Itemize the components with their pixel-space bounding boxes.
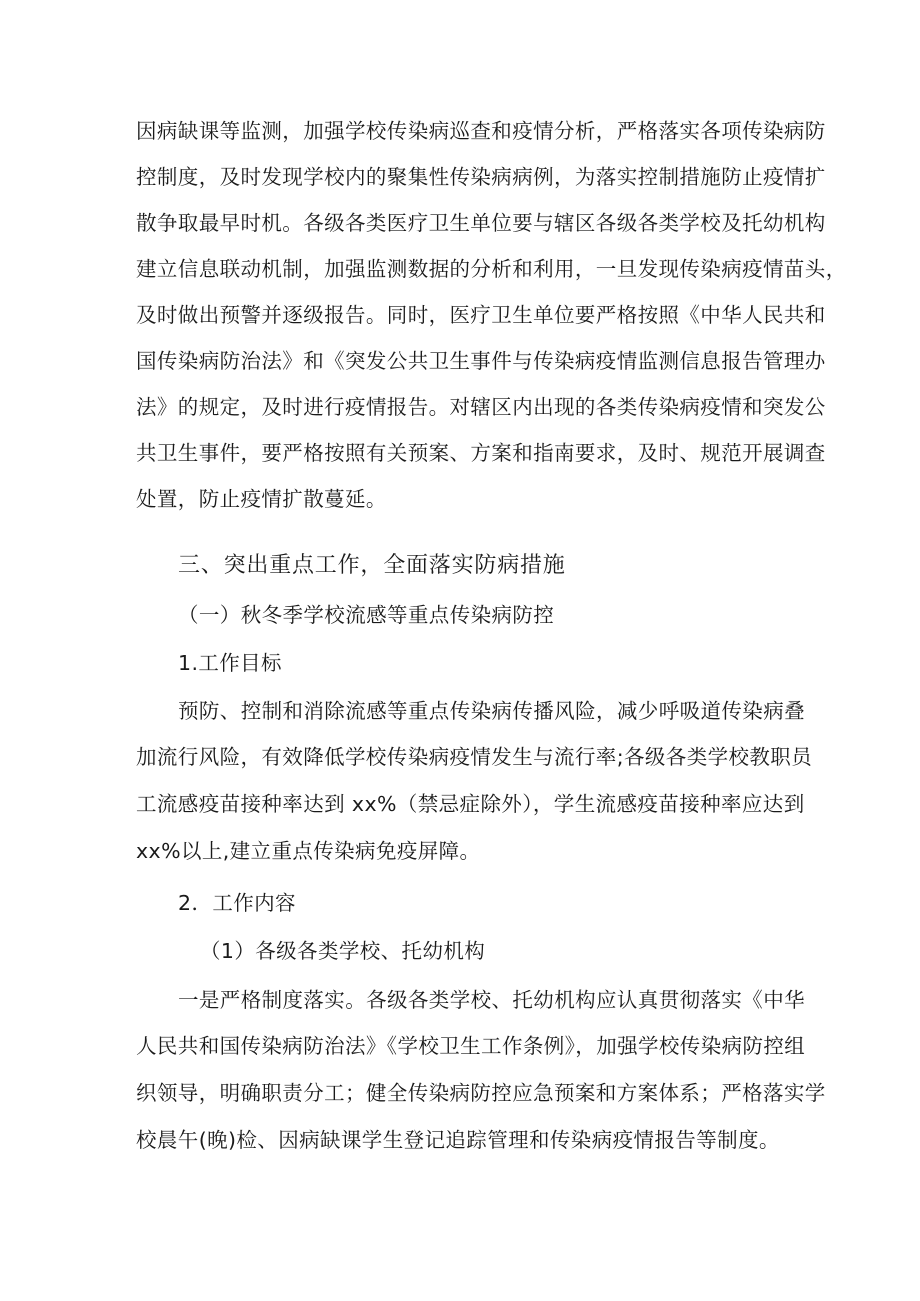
paragraph-line: 共卫生事件，要严格按照有关预案、方案和指南要求，及时、规范开展调查 bbox=[136, 441, 826, 465]
subsection-heading: （一）秋冬季学校流感等重点传染病防控 bbox=[178, 603, 555, 627]
paragraph-line: 一是严格制度落实。各级各类学校、托幼机构应认真贯彻落实《中华 bbox=[178, 988, 805, 1012]
section-heading: 三、突出重点工作，全面落实防病措施 bbox=[178, 553, 566, 578]
paragraph-line: 预防、控制和消除流感等重点传染病传播风险，减少呼吸道传染病叠 bbox=[178, 699, 805, 723]
paragraph-line: 建立信息联动机制，加强监测数据的分析和利用，一旦发现传染病疫情苗头， bbox=[136, 257, 847, 281]
paragraph-line: xx%以上,建立重点传染病免疫屏障。 bbox=[136, 839, 481, 863]
paragraph-line: 控制度，及时发现学校内的聚集性传染病病例，为落实控制措施防止疫情扩 bbox=[136, 165, 826, 189]
paragraph-line: 法》的规定，及时进行疫情报告。对辖区内出现的各类传染病疫情和突发公 bbox=[136, 395, 826, 419]
item-heading: 2．工作内容 bbox=[178, 891, 296, 915]
paragraph-line: 处置，防止疫情扩散蔓延。 bbox=[136, 487, 387, 511]
paragraph-line: 国传染病防治法》和《突发公共卫生事件与传染病疫情监测信息报告管理办 bbox=[136, 349, 826, 373]
paragraph-line: 加流行风险，有效降低学校传染病疫情发生与流行率;各级各类学校教职员 bbox=[136, 745, 813, 769]
item-heading: 1.工作目标 bbox=[178, 651, 282, 675]
paragraph-line: 因病缺课等监测，加强学校传染病巡查和疫情分析，严格落实各项传染病防 bbox=[136, 119, 826, 143]
item-heading: （1）各级各类学校、托幼机构 bbox=[200, 939, 486, 963]
paragraph-line: 织领导，明确职责分工；健全传染病防控应急预案和方案体系；严格落实学 bbox=[136, 1081, 826, 1105]
paragraph-line: 人民共和国传染病防治法》《学校卫生工作条例》，加强学校传染病防控组 bbox=[136, 1034, 806, 1058]
paragraph-line: 校晨午(晚)检、因病缺课学生登记追踪管理和传染病疫情报告等制度。 bbox=[136, 1128, 780, 1152]
paragraph-line: 散争取最早时机。各级各类医疗卫生单位要与辖区各级各类学校及托幼机构 bbox=[136, 211, 826, 235]
paragraph-line: 及时做出预警并逐级报告。同时，医疗卫生单位要严格按照《中华人民共和 bbox=[136, 303, 826, 327]
paragraph-line: 工流感疫苗接种率达到 xx%（禁忌症除外），学生流感疫苗接种率应达到 bbox=[136, 792, 805, 816]
